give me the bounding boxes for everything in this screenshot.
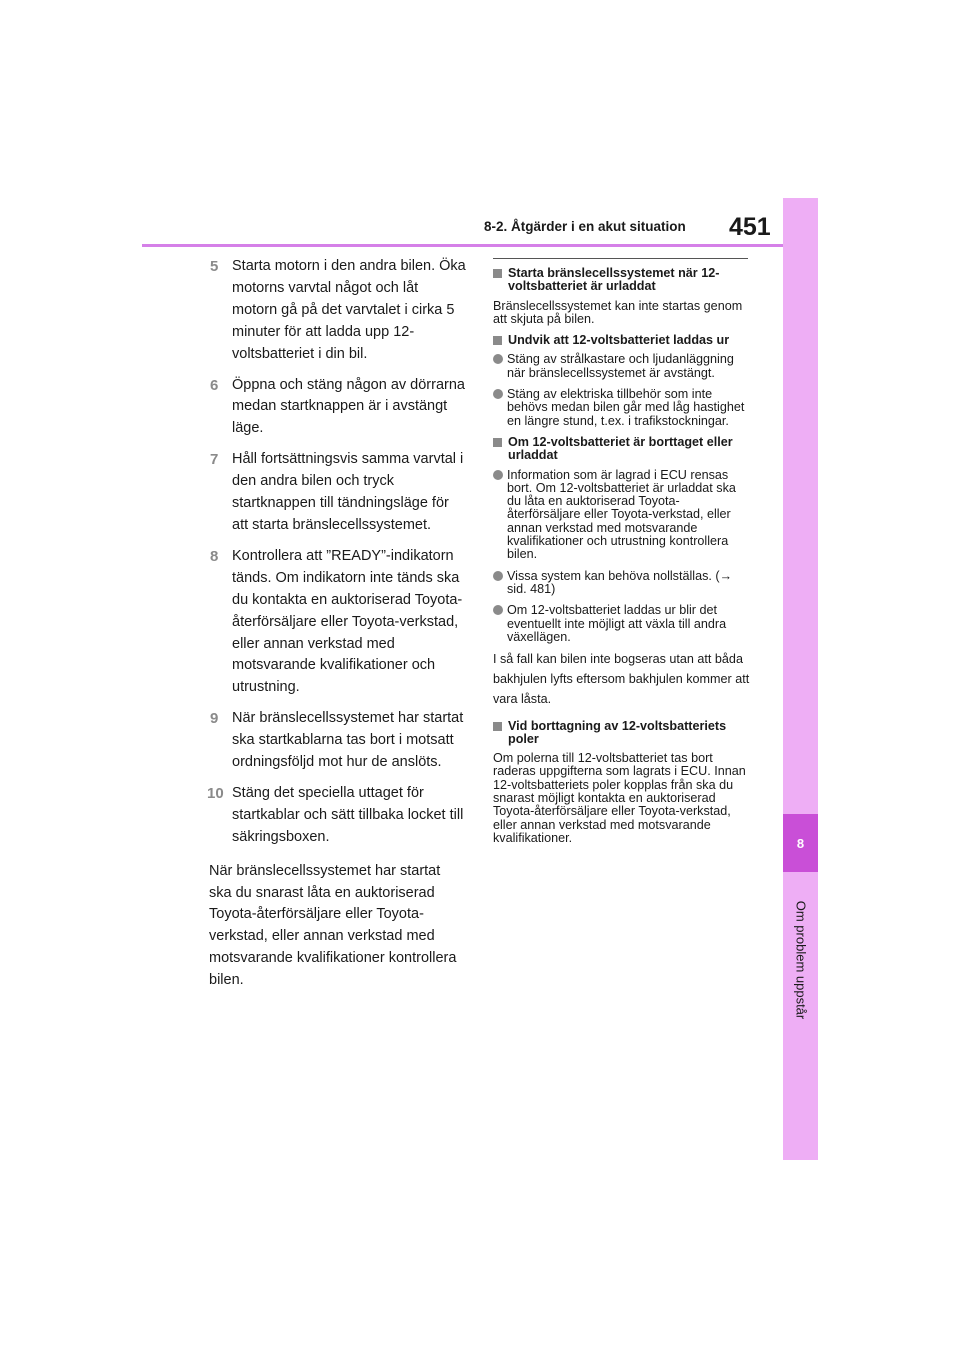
step-text: Håll fortsättningsvis samma varvtal i den andra bilen och tryck startknappen till tändningsläge för att starta bränslecellssystemet. — [232, 451, 464, 533]
step-number: 7 — [210, 451, 219, 469]
bullet-item — [493, 388, 750, 428]
bullet-item — [493, 353, 750, 380]
bullet-text: Om 12-voltsbatteriet laddas ur blir det eventuellt inte möjligt att växla till andra växellägen. — [507, 603, 727, 644]
bullet-text: Stäng av elektriska tillbehör som inte behövs medan bilen går med låg hastighet en längre stund, t.ex. i trafikstockningar. — [507, 387, 745, 428]
section-paragraph: I så fall kan bilen inte bogseras utan att båda bakhjulen lyfts eftersom bakhjulen kommer att vara låsta. — [493, 652, 750, 706]
section-title: 8-2. Åtgärder i en akut situation — [484, 219, 686, 234]
circle-bullet-icon — [493, 354, 503, 364]
chapter-number-box: 8 — [783, 814, 818, 872]
step-item — [210, 449, 466, 537]
section-heading-text: Vid borttagning av 12-voltsbatteriets poler — [508, 718, 727, 746]
circle-bullet-icon — [493, 470, 503, 480]
step-item — [210, 708, 466, 774]
square-bullet-icon — [493, 722, 502, 731]
header-divider — [142, 244, 783, 247]
square-bullet-icon — [493, 336, 502, 345]
step-text: Kontrollera att ”READY”-indikatorn tänds. Om indikatorn inte tänds ska du kontakta en auktoriserad Toyota-återförsäljare eller Toyota-verkstad, eller annan verkstad med motsvarande kvalifikationer och utrustning. — [232, 547, 463, 696]
step-number: 6 — [210, 376, 219, 394]
closing-paragraph: När bränslecellssystemet har startat ska du snarast låta en auktoriserad Toyota-återförsäljare eller Toyota-verkstad, eller annan verkstad med motsvarande kvalifikationer kontrollera bilen. — [209, 862, 457, 989]
bullet-text: Information som är lagrad i ECU rensas bort. Om 12-voltsbatteriet är urladdat ska du låta en auktoriserad Toyota-återförsäljare eller Toyota-verkstad, eller annan verkstad med motsvarande kvalifikationer och utrustning kontrollera bilen. — [507, 467, 736, 562]
circle-bullet-icon — [493, 605, 503, 615]
circle-bullet-icon — [493, 389, 503, 399]
step-item — [210, 375, 466, 441]
step-text: Stäng det speciella uttaget för startkablar och sätt tillbaka locket till säkringsboxen. — [232, 784, 464, 845]
bullet-text: Stäng av strålkastare och ljudanläggning när bränslecellssystemet är avstängt. — [507, 352, 734, 380]
step-text: När bränslecellssystemet har startat ska startkablarna tas bort i motsatt ordningsföljd mot hur de anslöts. — [232, 710, 464, 771]
section-heading-text: Starta bränslecellssystemet när 12-voltsbatteriet är urladdat — [508, 266, 720, 294]
bullet-item — [493, 469, 750, 562]
step-number: 10 — [207, 784, 224, 802]
section-paragraph: Om polerna till 12-voltsbatteriet tas bort raderas uppgifterna som lagrats i ECU. Innan 12-voltsbatteriets poler kopplas från ska du snarast möjligt kontakta en auktoriserad Toyota-återförsäljare eller Toyota-verkstad, eller annan verkstad med motsvarande kvalifikationer. — [493, 751, 746, 845]
section-heading — [493, 436, 750, 463]
bullet-text: Vissa system kan behöva nollställas. (→ sid. 481) — [507, 568, 733, 596]
step-number: 9 — [210, 710, 219, 728]
chapter-label: Om problem uppstår — [793, 900, 809, 1020]
step-text: Starta motorn i den andra bilen. Öka motorns varvtal något och låt motorn gå på det varvtalet i cirka 5 minuter för att ladda upp 12-voltsbatteriet i din bil. — [232, 258, 466, 362]
left-column — [207, 256, 466, 992]
step-text: Öppna och stäng någon av dörrarna medan startknappen är i avstängt läge. — [232, 376, 465, 437]
section-heading-text: Om 12-voltsbatteriet är borttaget eller urladdat — [508, 434, 733, 463]
section-heading — [493, 267, 750, 294]
square-bullet-icon — [493, 269, 502, 278]
section-paragraph: Bränslecellssystemet kan inte startas genom att skjuta på bilen. — [493, 298, 743, 326]
step-item — [207, 783, 466, 849]
step-item — [210, 256, 466, 366]
step-number: 8 — [210, 547, 219, 565]
section-heading-text: Undvik att 12-voltsbatteriet laddas ur — [508, 333, 730, 348]
square-bullet-icon — [493, 438, 502, 447]
bullet-item — [493, 570, 750, 597]
circle-bullet-icon — [493, 571, 503, 581]
section-heading — [493, 334, 750, 347]
page-number: 451 — [729, 213, 771, 241]
step-item — [210, 546, 466, 699]
step-number: 5 — [210, 258, 219, 275]
column-divider — [493, 258, 748, 259]
right-column — [493, 258, 750, 853]
bullet-item — [493, 604, 750, 644]
section-heading — [493, 720, 750, 747]
chapter-label-container — [769, 880, 833, 1040]
